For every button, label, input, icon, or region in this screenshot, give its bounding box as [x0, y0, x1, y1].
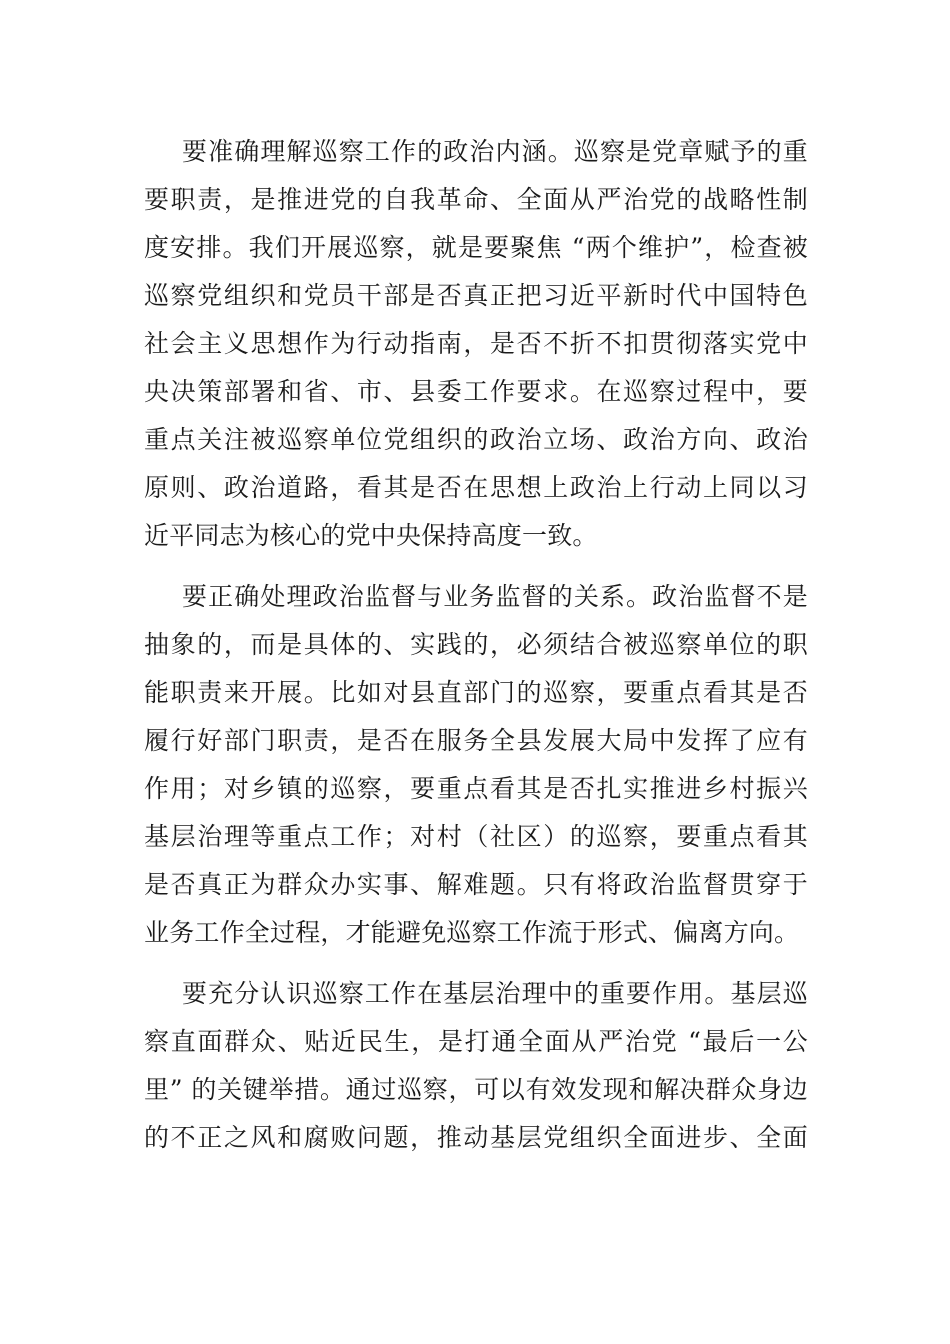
text-line: 作用；对乡镇的巡察，要重点看其是否扎实推进乡村振兴 [144, 774, 808, 803]
text-line: 基层治理等重点工作；对村（社区）的巡察，要重点看其 [144, 822, 808, 851]
text-line: 里” 的关键举措。通过巡察，可以有效发现和解决群众身边 [144, 1075, 808, 1104]
text-line: 要职责，是推进党的自我革命、全面从严治党的战略性制 [144, 185, 808, 214]
text-line: 要正确处理政治监督与业务监督的关系。政治监督不是 [182, 582, 808, 611]
text-line: 要充分认识巡察工作在基层治理中的重要作用。基层巡 [182, 979, 808, 1008]
text-line: 的不正之风和腐败问题，推动基层党组织全面进步、全面 [144, 1123, 808, 1152]
text-line: 重点关注被巡察单位党组织的政治立场、政治方向、政治 [144, 425, 808, 454]
text-line: 抽象的，而是具体的、实践的，必须结合被巡察单位的职 [144, 630, 808, 659]
text-line: 履行好部门职责，是否在服务全县发展大局中发挥了应有 [144, 726, 808, 755]
paragraph-grassroots-governance [144, 970, 808, 1162]
text-line: 业务工作全过程，才能避免巡察工作流于形式、偏离方向。 [144, 918, 800, 947]
text-line: 巡察党组织和党员干部是否真正把习近平新时代中国特色 [144, 281, 808, 310]
paragraph-political-connotation [144, 128, 808, 560]
paragraph-supervision-relationship [144, 573, 808, 957]
document-body [144, 128, 808, 1175]
text-line: 央决策部署和省、市、县委工作要求。在巡察过程中，要 [144, 377, 808, 406]
text-line: 察直面群众、贴近民生，是打通全面从严治党 “最后一公 [144, 1027, 808, 1056]
text-line: 社会主义思想作为行动指南，是否不折不扣贯彻落实党中 [144, 329, 808, 358]
text-line: 是否真正为群众办实事、解难题。只有将政治监督贯穿于 [144, 870, 808, 899]
text-line: 度安排。我们开展巡察，就是要聚焦 “两个维护”，检查被 [144, 233, 808, 262]
text-line: 要准确理解巡察工作的政治内涵。巡察是党章赋予的重 [182, 137, 808, 166]
text-line: 原则、政治道路，看其是否在思想上政治上行动上同以习 [144, 473, 808, 502]
text-line: 近平同志为核心的党中央保持高度一致。 [144, 521, 598, 550]
text-line: 能职责来开展。比如对县直部门的巡察，要重点看其是否 [144, 678, 808, 707]
